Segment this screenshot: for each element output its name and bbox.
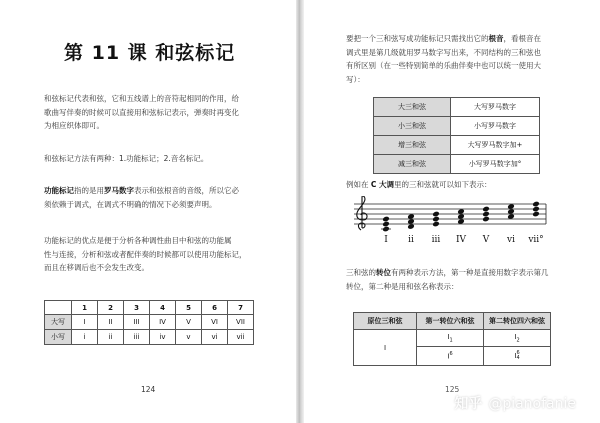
treble-clef-icon bbox=[357, 196, 367, 230]
roman-numeral-label: vi bbox=[507, 235, 515, 244]
table-row: 大写 I II III IV V VI VII bbox=[45, 315, 254, 330]
chord-note bbox=[482, 211, 490, 218]
roman-numeral-label: I bbox=[384, 235, 388, 244]
inversion-paragraph: 三和弦的转位有两种表示方法，第一种是直接用数字表示第几 转位，第二种是用和弦名称表示： bbox=[346, 268, 549, 291]
roman-numeral-label: ii bbox=[408, 235, 414, 244]
intro-paragraph: 和弦标记代表和弦，它和五线谱上的音符起相同的作用，给 歌曲写伴奏的时候可以直接用和弦标记表示，弹奏时再变化 为相应织体即可。 bbox=[44, 94, 239, 130]
chord-note bbox=[532, 206, 540, 213]
lesson-title: 第 11 课 和弦标记 bbox=[64, 42, 236, 64]
chord-note bbox=[432, 216, 440, 223]
table-row: $I^6$ I 6 4 bbox=[354, 347, 551, 366]
book-spine bbox=[296, 0, 304, 423]
function-marking-paragraph: 功能标记指的是用罗马数字表示和弦根音的音级，所以它必 须依赖于调式，在调式不明确的情况下必须要声明。 bbox=[44, 186, 239, 209]
roman-numeral-label: iii bbox=[431, 235, 441, 244]
roman-numeral-table: 1 2 3 4 5 6 7 大写 I II III IV V VI VII 小写 i ii iii iv v vi vii bbox=[44, 300, 254, 345]
roman-numeral-label: vii° bbox=[528, 235, 544, 244]
zhihu-watermark: 知乎 @pianofanie bbox=[454, 396, 576, 412]
advantages-paragraph: 功能标记的优点是便于分析各种调性曲目中和弦的功能属 性与连接，分析和弦或者配伴奏的时候都可以使用功能标记， 而且在移调后也不会发生改变。 bbox=[44, 236, 247, 272]
root-note-paragraph: 要把一个三和弦写成功能标记只需找出它的根音，看根音在 调式里是第几级就用罗马数字写出来，不同结构的三和弦也 有所区别（在一些特别简单的乐曲伴奏中也可以统一使用大 写）： bbox=[346, 34, 541, 84]
chord-note bbox=[432, 211, 440, 218]
table-row: 增三和弦 大写罗马数字加+ bbox=[374, 136, 540, 155]
chord-note bbox=[532, 211, 540, 218]
table-row: 小三和弦 小写罗马数字 bbox=[374, 117, 540, 136]
c-major-example-text: 例如在 C 大调里的三和弦就可以如下表示： bbox=[346, 180, 492, 189]
roman-numeral-label: IV bbox=[455, 235, 467, 244]
chord-note bbox=[382, 221, 390, 228]
page-number: 125 bbox=[445, 385, 460, 394]
table-row: 小写 i ii iii iv v vi vii bbox=[45, 330, 254, 345]
triad-types-table bbox=[373, 97, 540, 174]
chord-note bbox=[482, 206, 490, 213]
chord-note bbox=[432, 221, 440, 228]
chord-note bbox=[482, 216, 490, 223]
c-major-staff bbox=[346, 196, 551, 244]
table-row: 减三和弦 小写罗马数字加° bbox=[374, 155, 540, 174]
chord-note bbox=[382, 216, 390, 223]
left-page bbox=[0, 0, 296, 423]
table-row: 大三和弦 大写罗马数字 bbox=[374, 98, 540, 117]
table-row: I $I_1$ $I_2$ bbox=[354, 330, 551, 347]
chord-note bbox=[532, 201, 540, 208]
right-page bbox=[304, 0, 600, 423]
roman-numeral-label: V bbox=[482, 235, 490, 244]
page-number: 124 bbox=[141, 385, 156, 394]
inversion-table: 原位三和弦 第一转位六和弦 第二转位四六和弦 I $I_1$ $I_2$ $I^6$ I 6 4 bbox=[353, 312, 551, 366]
methods-paragraph: 和弦标记方法有两种：1.功能标记；2.音名标记。 bbox=[44, 154, 209, 163]
